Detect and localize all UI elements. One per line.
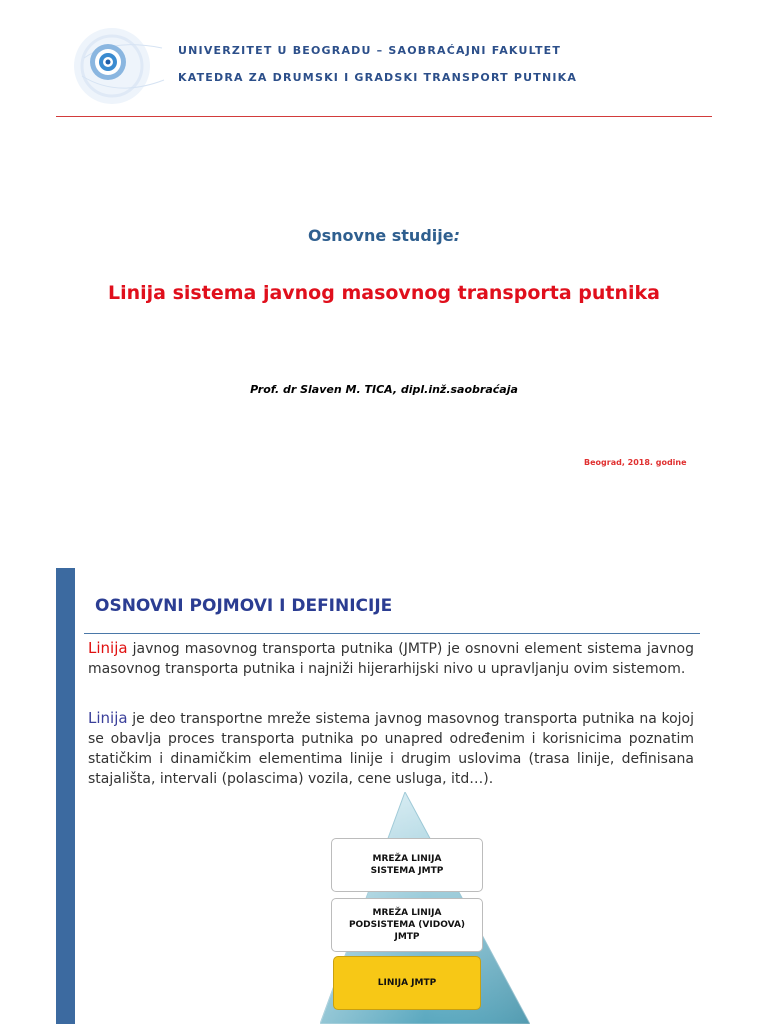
section-heading: OSNOVNI POJMOVI I DEFINICIJE [95, 596, 393, 616]
definitions-slide [0, 556, 768, 1024]
side-band [56, 568, 75, 1024]
pyramid-level-network-system [331, 838, 483, 892]
level2-line2: PODSISTEMA (VIDOVA) [348, 920, 466, 930]
level2-line1: MREŽA LINIJA [372, 908, 442, 918]
university-name: UNIVERZITET U BEOGRADU – SAOBRAĆAJNI FAKULTET [178, 44, 562, 57]
level1-line1: MREŽA LINIJA [372, 854, 442, 864]
level2-line3: JMTP [394, 932, 420, 942]
term-linija-2: Linija [88, 709, 128, 727]
university-logo-icon [72, 18, 182, 118]
heading-divider [84, 633, 700, 634]
pyramid-level-line [333, 956, 481, 1010]
studies-colon: : [453, 226, 460, 245]
pyramid-level-network-subsystem [331, 898, 483, 952]
definition-paragraph-1 [88, 638, 694, 679]
date-line: Beograd, 2018. godine [584, 458, 687, 467]
definition-text-2: je deo transportne mreže sistema javnog masovnog transporta putnika na kojoj se obavlja proces transporta putnika po unapred određenim i korisnicima poznatim statičkim i dinamičkim elementima linije i drugim uslovima (trasa linije, definisana stajališta, intervali (polascima) vozila, cene usluga, itd…). [88, 711, 694, 787]
studies-label [0, 226, 768, 245]
author-line: Prof. dr Slaven M. TICA, dipl.inž.saobraćaja [250, 383, 518, 396]
level3-label: LINIJA JMTP [377, 978, 437, 988]
department-name: KATEDRA ZA DRUMSKI I GRADSKI TRANSPORT PUTNIKA [178, 71, 578, 84]
definition-text-1: javnog masovnog transporta putnika (JMTP) je osnovni element sistema javnog masovnog transporta putnika i najniži hijerarhijski nivo u upravljanju ovim sistemom. [88, 641, 694, 677]
header-divider [56, 116, 712, 117]
definition-paragraph-2 [88, 708, 694, 789]
term-linija-1: Linija [88, 639, 128, 657]
level1-line2: SISTEMA JMTP [370, 866, 444, 876]
studies-text: Osnovne studije [308, 226, 454, 245]
slide-title: Linija sistema javnog masovnog transporta putnika [108, 282, 660, 304]
